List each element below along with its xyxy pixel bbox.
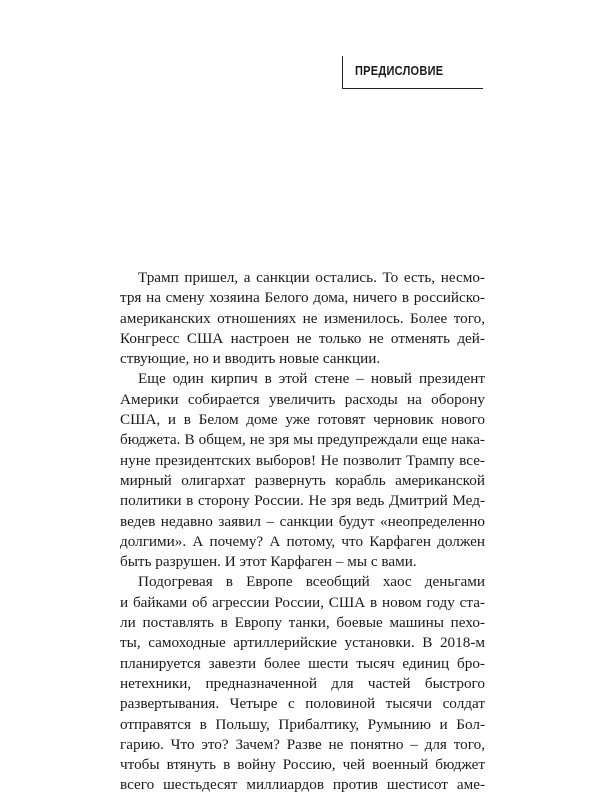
- text-line: политики в сторону России. Не зря ведь Дмитрий Мед-: [120, 492, 485, 510]
- text-line: ты, самоходные артиллерийские установки. В 2018-м: [120, 634, 485, 652]
- section-title: ПРЕДИСЛОВИЕ: [355, 64, 444, 78]
- text-line: Конгресс США настроен не только не отменять дей-: [120, 329, 485, 347]
- text-line: и байками об агрессии России, США в новом году ста-: [120, 593, 485, 611]
- section-header: [342, 56, 483, 89]
- text-line: отправятся в Польшу, Прибалтику, Румынию и Бол-: [120, 715, 485, 733]
- text-line: нетехники, предназначенной для частей быстрого: [120, 674, 485, 692]
- text-line: гарию. Что это? Зачем? Разве не понятно – для того,: [120, 735, 485, 753]
- text-line: планируется завезти более шести тысяч единиц бро-: [120, 654, 485, 672]
- text-line: США, и в Белом доме уже готовят черновик нового: [120, 411, 485, 429]
- text-line: американских отношениях не изменилось. Более того,: [120, 309, 485, 327]
- text-line: Подогревая в Европе всеобщий хаос деньгами: [138, 573, 485, 591]
- text-line: ствующие, но и вводить новые санкции.: [120, 350, 381, 368]
- text-line: развертывания. Четыре с половиной тысячи солдат: [120, 695, 485, 713]
- text-line: Трамп пришел, а санкции остались. То есть, несмо-: [138, 269, 485, 286]
- text-line: ведев недавно заявил – санкции будут «неопределенно: [120, 512, 485, 530]
- text-line: быть разрушен. И этот Карфаген – мы с вами.: [120, 553, 417, 571]
- body-text: [120, 268, 485, 796]
- text-line: мирный олигархат развернуть корабль американской: [120, 471, 485, 489]
- text-line: долгими». А почему? А потому, что Карфаген должен: [120, 532, 485, 550]
- text-line: бюджета. В общем, не зря мы предупреждали еще нака-: [120, 431, 485, 449]
- text-line: ли поставлять в Европу танки, боевые машины пехо-: [120, 614, 485, 632]
- text-line: тря на смену хозяина Белого дома, ничего в российско-: [120, 289, 485, 307]
- text-line: Америки собирается увеличить расходы на оборону: [120, 390, 485, 408]
- text-line: нуне президентских выборов! Не позволит Трампу все-: [120, 451, 485, 469]
- text-line: Еще один кирпич в этой стене – новый президент: [138, 370, 485, 388]
- text-line: всего шестьдесят миллиардов против шестисот аме-: [120, 776, 485, 794]
- text-line: чтобы втянуть в войну Россию, чей военный бюджет: [120, 756, 485, 774]
